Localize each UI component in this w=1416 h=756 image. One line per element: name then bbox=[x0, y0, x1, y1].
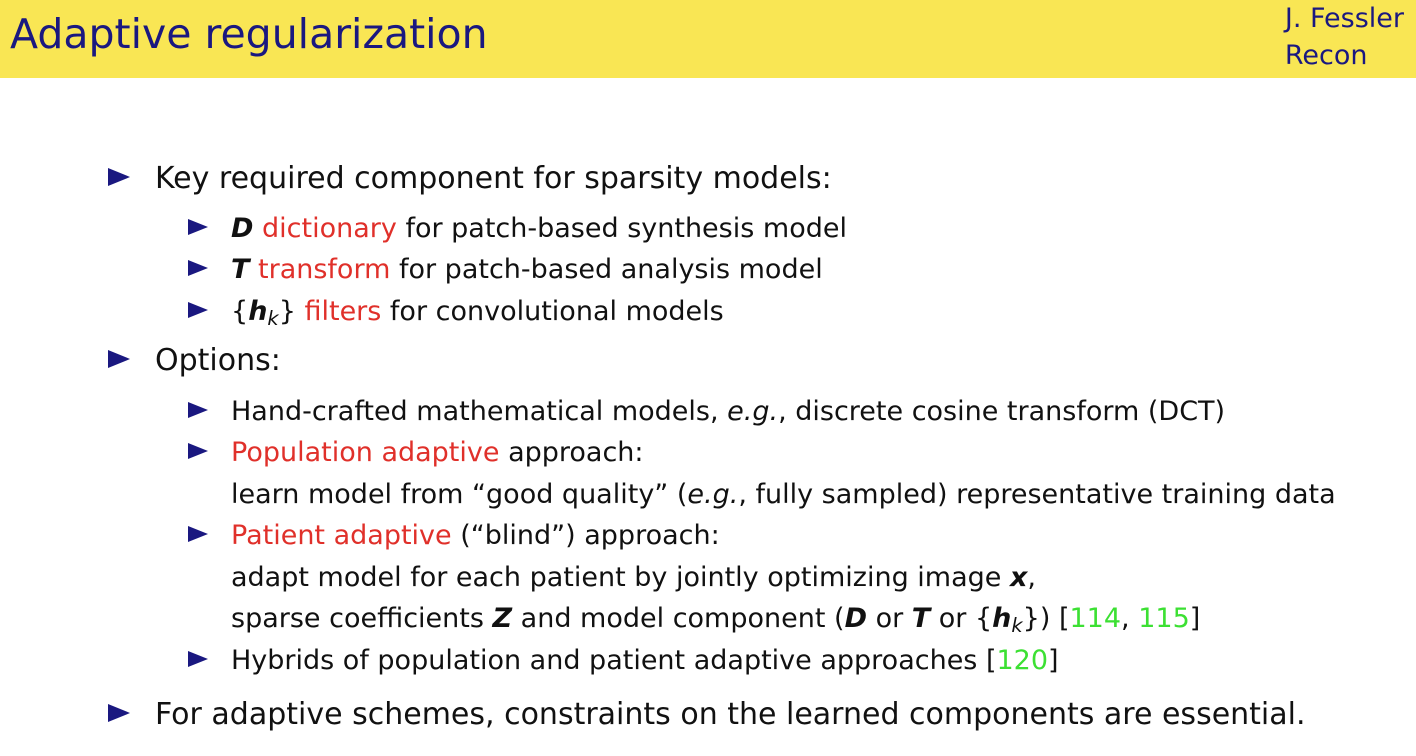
citation-link[interactable]: 120 bbox=[996, 645, 1049, 676]
math-symbol-D: D bbox=[844, 603, 867, 634]
continuation-text: or { bbox=[930, 603, 993, 634]
math-brace: { bbox=[231, 296, 249, 327]
population-continuation bbox=[231, 479, 1336, 510]
eg-text: e.g. bbox=[687, 479, 739, 510]
bullet-filters bbox=[188, 296, 724, 330]
math-symbol-Z: Z bbox=[492, 603, 513, 634]
continuation-text: , bbox=[1027, 562, 1036, 593]
bullet-key-required bbox=[108, 161, 832, 196]
bullet-text: , discrete cosine transform (DCT) bbox=[778, 396, 1226, 427]
math-subscript: k bbox=[267, 306, 279, 330]
bullet-population-adaptive bbox=[188, 437, 644, 468]
math-symbol-h: h bbox=[992, 603, 1012, 634]
bullet-text: Hybrids of population and patient adaptive approaches [ bbox=[231, 645, 997, 676]
title-bar bbox=[0, 0, 1416, 78]
patient-continuation-2 bbox=[231, 603, 1200, 637]
continuation-text: or bbox=[866, 603, 912, 634]
continuation-text: adapt model for each patient by jointly optimizing image bbox=[231, 562, 1010, 593]
math-brace: } bbox=[278, 296, 296, 327]
math-symbol-D: D bbox=[231, 213, 254, 244]
highlight-term: transform bbox=[258, 254, 391, 285]
bullet-hand-crafted bbox=[188, 396, 1225, 427]
bullet-text: ] bbox=[1048, 645, 1059, 676]
bullet-text: for patch-based analysis model bbox=[390, 254, 823, 285]
continuation-text: , fully sampled) representative training data bbox=[738, 479, 1336, 510]
author-name: J. Fessler bbox=[1284, 3, 1404, 34]
triangle-bullet-icon bbox=[108, 350, 130, 368]
math-symbol-T: T bbox=[231, 254, 250, 285]
bullet-text: Hand-crafted mathematical models, bbox=[231, 396, 728, 427]
bullet-text: Options: bbox=[155, 343, 281, 378]
patient-continuation-1 bbox=[231, 562, 1036, 593]
bullet-options bbox=[108, 343, 281, 378]
continuation-text: ] bbox=[1189, 603, 1201, 634]
continuation-text: sparse coefficients bbox=[231, 603, 493, 634]
bullet-text: For adaptive schemes, constraints on the learned components are essential. bbox=[155, 697, 1306, 732]
triangle-bullet-icon bbox=[188, 651, 208, 667]
highlight-term: dictionary bbox=[262, 213, 397, 244]
bullet-patient-adaptive bbox=[188, 520, 720, 551]
triangle-bullet-icon bbox=[188, 402, 208, 418]
bullet-adaptive-schemes bbox=[108, 697, 1306, 732]
section-name: Recon bbox=[1284, 40, 1368, 71]
bullet-transform bbox=[188, 254, 823, 285]
math-symbol-x: x bbox=[1009, 562, 1028, 593]
math-symbol-T: T bbox=[911, 603, 931, 634]
bullet-text: (“blind”) approach: bbox=[451, 520, 720, 551]
highlight-term: Patient adaptive bbox=[231, 520, 452, 551]
continuation-text: and model component ( bbox=[512, 603, 845, 634]
eg-text: e.g. bbox=[727, 396, 779, 427]
bullet-hybrids bbox=[188, 645, 1059, 676]
bullet-text: Key required component for sparsity models: bbox=[155, 161, 832, 196]
continuation-text: learn model from “good quality” ( bbox=[231, 479, 688, 510]
bullet-text: approach: bbox=[499, 437, 644, 468]
citation-link[interactable]: 115 bbox=[1138, 603, 1190, 634]
continuation-text: , bbox=[1121, 603, 1139, 634]
bullet-text: for patch-based synthesis model bbox=[396, 213, 847, 244]
author-block bbox=[1285, 0, 1404, 74]
triangle-bullet-icon bbox=[108, 704, 130, 722]
triangle-bullet-icon bbox=[108, 168, 130, 186]
triangle-bullet-icon bbox=[188, 219, 208, 235]
triangle-bullet-icon bbox=[188, 260, 208, 276]
bullet-text: for convolutional models bbox=[381, 296, 724, 327]
slide-title: Adaptive regularization bbox=[10, 10, 488, 58]
citation-link[interactable]: 114 bbox=[1069, 603, 1122, 634]
continuation-text: }) [ bbox=[1022, 603, 1070, 634]
triangle-bullet-icon bbox=[188, 526, 208, 542]
math-symbol-h: h bbox=[248, 296, 268, 327]
bullet-dictionary bbox=[188, 213, 847, 244]
triangle-bullet-icon bbox=[188, 302, 208, 318]
highlight-term: Population adaptive bbox=[231, 437, 500, 468]
highlight-term: filters bbox=[304, 296, 382, 327]
triangle-bullet-icon bbox=[188, 443, 208, 459]
math-subscript: k bbox=[1011, 613, 1023, 637]
